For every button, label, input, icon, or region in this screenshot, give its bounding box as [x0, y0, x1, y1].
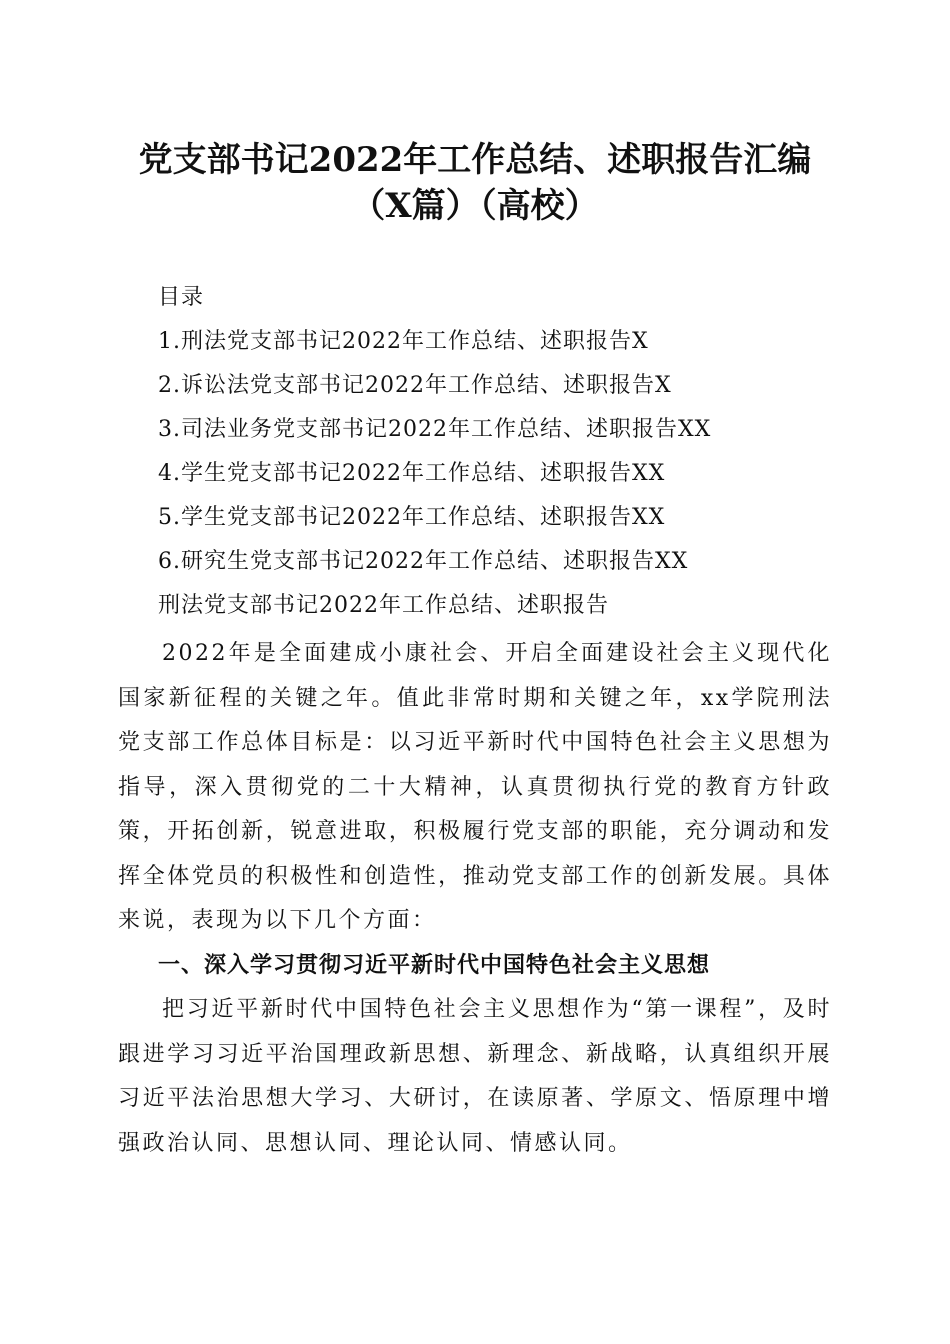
toc-item[interactable]: 5.学生党支部书记2022年工作总结、述职报告XX	[158, 505, 666, 530]
toc-item[interactable]: 1.刑法党支部书记2022年工作总结、述职报告X	[158, 329, 649, 354]
toc-item[interactable]: 2.诉讼法党支部书记2022年工作总结、述职报告X	[158, 373, 672, 398]
section-heading-1: 一、深入学习贯彻习近平新时代中国特色社会主义思想	[158, 953, 711, 978]
document-title-line2: （X篇）（高校）	[351, 186, 599, 226]
section-title: 刑法党支部书记2022年工作总结、述职报告	[158, 593, 609, 618]
document-title-line1: 党支部书记2022年工作总结、述职报告汇编	[138, 140, 812, 180]
body-paragraph-2: 把习近平新时代中国特色社会主义思想作为“第一课程”，及时跟进学习习近平治国理政新思想、新理念、新战略，认真组织开展习近平法治思想大学习、大研讨，在读原著、学原文、悟原理中增强政治认同、思想认同、理论认同、情感认同。	[118, 997, 832, 1156]
toc-item[interactable]: 3.司法业务党支部书记2022年工作总结、述职报告XX	[158, 417, 712, 442]
toc-item[interactable]: 6.研究生党支部书记2022年工作总结、述职报告XX	[158, 549, 689, 574]
body-paragraph-1: 2022年是全面建成小康社会、开启全面建设社会主义现代化国家新征程的关键之年。值此非常时期和关键之年，xx学院刑法党支部工作总体目标是：以习近平新时代中国特色社会主义思想为指导，深入贯彻党的二十大精神，认真贯彻执行党的教育方针政策，开拓创新，锐意进取，积极履行党支部的职能，充分调动和发挥全体党员的积极性和创造性，推动党支部工作的创新发展。具体来说，表现为以下几个方面：	[118, 641, 832, 933]
toc-heading: 目录	[158, 285, 205, 310]
table-of-contents	[158, 276, 878, 628]
toc-item[interactable]: 4.学生党支部书记2022年工作总结、述职报告XX	[158, 461, 666, 486]
